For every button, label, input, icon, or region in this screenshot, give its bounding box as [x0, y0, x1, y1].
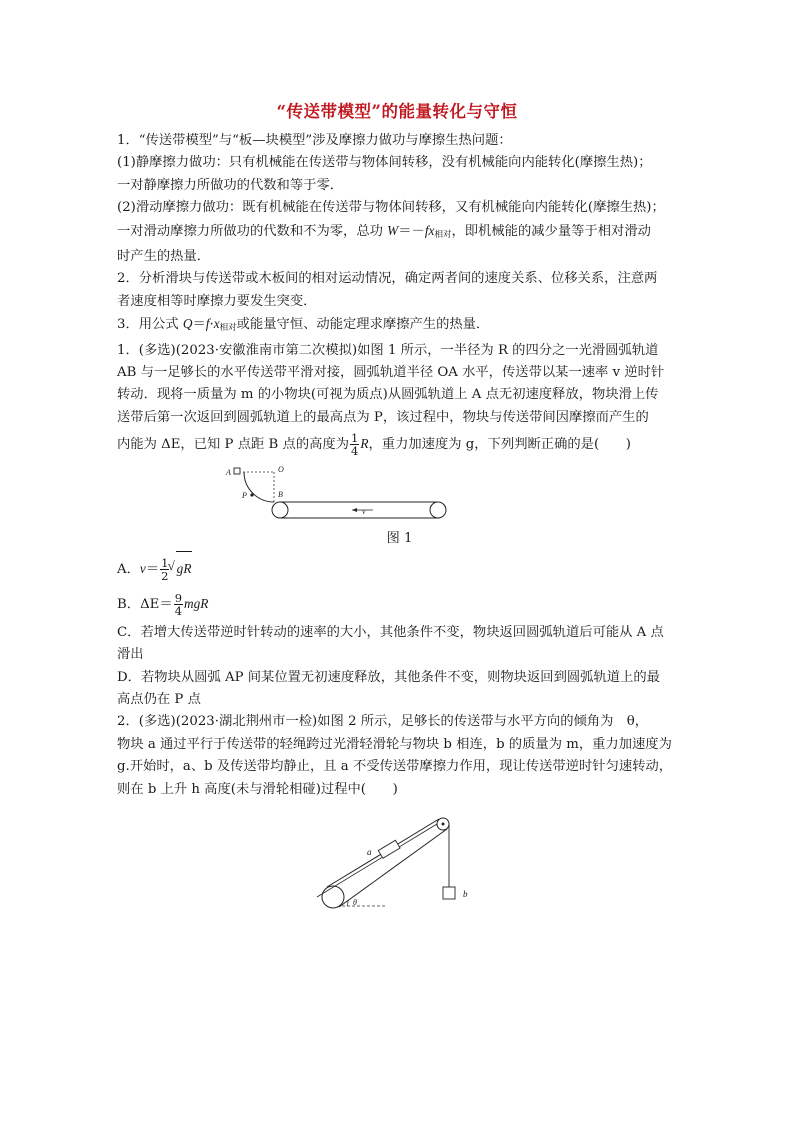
formula-x: x — [213, 316, 220, 332]
q1-line-5 — [117, 429, 682, 460]
left-roller — [272, 502, 288, 518]
text-run: ，重力加速度为 g，下列判断正确的是( ) — [368, 437, 631, 453]
formula-dot: · — [209, 317, 214, 333]
symbol-v: v — [139, 560, 146, 576]
label-theta: θ — [353, 897, 357, 907]
point-2-line-1: 2．分析滑块与传送带或木板间的相对运动情况，确定两者间的速度关系、位移关系，注意两 — [117, 271, 658, 287]
label-a: a — [367, 846, 372, 857]
figure-1-caption: 图 1 — [386, 531, 413, 547]
sqrt-gR: √ gR — [176, 551, 193, 586]
fraction-denominator: 4 — [174, 603, 183, 618]
block-icon — [234, 468, 240, 474]
text-run: 或能量守恒、动能定理求摩擦产生的热量． — [236, 317, 490, 333]
q1-line-1: 1．(多选)(2023·安徽淮南市第二次模拟)如图 1 所示，一半径为 R 的四分之一光滑圆弧轨道 — [117, 342, 659, 358]
belt-lower-edge — [339, 829, 447, 907]
point-1b-line-3: 时产生的热量． — [117, 249, 211, 265]
right-roller — [430, 502, 446, 518]
formula-Q: Q — [182, 316, 193, 332]
label-O: O — [278, 466, 284, 475]
fraction-nine-quarters — [174, 592, 183, 617]
label-P: P — [242, 491, 247, 501]
formula-mgR: mgR — [184, 595, 209, 611]
option-d-line-2: 高点仍在 P 点 — [117, 691, 201, 707]
q1-line-4: 送带后第一次返回到圆弧轨道上的最高点为 P，该过程中，物块与传送带间因摩擦而产生的 — [117, 409, 649, 425]
figure-2-diagram — [207, 809, 527, 919]
formula-fx: fx — [424, 222, 435, 238]
formula-subscript: 相对 — [434, 229, 452, 240]
pulley-axle — [442, 822, 445, 825]
option-c-line-1: C．若增大传送带逆时针转动的速率的大小，其他条件不变，物块返回圆弧轨道后可能从 A 点 — [117, 624, 664, 640]
arc-track — [244, 472, 274, 502]
fraction-one-quarter — [350, 432, 359, 457]
q2-line-1: 2．(多选)(2023·湖北荆州市一检)如图 2 所示，足够长的传送带与水平方向的倾角为 θ， — [117, 714, 648, 730]
figure-1-diagram — [215, 466, 455, 528]
q1-line-3: 转动．现将一质量为 m 的小物块(可视为质点)从圆弧轨道上 A 点无初速度释放，物块滑上传 — [117, 387, 659, 403]
point-p-dot — [250, 494, 253, 497]
formula-f: f — [205, 316, 210, 332]
text-run: 3．用公式 — [117, 317, 183, 333]
option-b-prefix: B．ΔE＝ — [117, 596, 173, 612]
content-body — [117, 130, 682, 919]
block-b — [443, 887, 455, 899]
formula-W: W — [387, 222, 399, 238]
q1-line-2: AB 与一足够长的水平传送带平滑对接，圆弧轨道半径 OA 水平，传送带以某一速率 v 逆时针 — [117, 365, 665, 381]
point-2-line-2: 者速度相等时摩擦力要发生突变． — [117, 293, 317, 309]
rope-to-a — [317, 824, 437, 897]
velocity-arrowhead-icon — [352, 508, 357, 512]
option-b — [117, 587, 682, 622]
option-c-line-2: 滑出 — [117, 647, 144, 663]
text-run: ，即机械能的减少量等于相对滑动 — [451, 223, 651, 239]
q2-line-4: 则在 b 上升 h 高度(未与滑轮相碰)过程中( ) — [117, 781, 398, 797]
fraction-denominator: 2 — [161, 568, 169, 583]
label-A: A — [226, 468, 231, 478]
point-1b-line-2 — [117, 220, 682, 246]
point-1: 1．“传送带模型”与“板—块模型”涉及摩擦力做功与摩擦生热问题： — [117, 133, 512, 148]
point-3 — [117, 313, 682, 339]
option-a — [117, 551, 682, 587]
formula-eq: ＝ — [145, 561, 160, 577]
fraction-numerator: 1 — [351, 431, 359, 446]
bottom-pulley — [322, 886, 344, 908]
point-1b-line-1: (2)滑动摩擦力做功：既有机械能在传送带与物体间转移，又有机械能向内能转化(摩擦生热)； — [117, 200, 665, 216]
block-a — [378, 840, 400, 858]
point-1a-line-2: 一对静摩擦力所做功的代数和等于零． — [117, 177, 344, 193]
fraction-denominator: 4 — [351, 444, 359, 459]
label-B: B — [278, 490, 283, 500]
q2-line-3: g.开始时，a、b 及传送带均静止，且 a 不受传送带摩擦力作用，现让传送带逆时针匀速转动， — [117, 759, 673, 775]
formula-subscript: 相对 — [219, 323, 237, 334]
label-v: v — [362, 507, 366, 517]
formula-eq: ＝ — [192, 317, 206, 333]
page-title: “传送带模型”的能量转化与守恒 — [276, 102, 518, 121]
block-a-rect — [378, 840, 400, 858]
formula-eq: ＝－ — [398, 223, 425, 239]
text-run: 内能为 ΔE，已知 P 点距 B 点的高度为 — [117, 437, 350, 453]
point-1a-line-1: (1)静摩擦力做功：只有机械能在传送带与物体间转移，没有机械能向内能转化(摩擦生热)； — [117, 155, 652, 171]
label-b: b — [463, 888, 468, 899]
fraction-numerator: 1 — [161, 555, 169, 570]
option-d-line-1: D．若物块从圆弧 AP 间某位置无初速度释放，其他条件不变，则物块返回到圆弧轨道上的最 — [117, 669, 660, 685]
symbol-R: R — [360, 436, 369, 452]
text-run: 一对滑动摩擦力所做功的代数和不为零，总功 — [117, 223, 388, 239]
fraction-numerator: 9 — [174, 590, 183, 605]
q2-line-2: 物块 a 通过平行于传送带的轻绳跨过光滑轻滑轮与物块 b 相连，b 的质量为 m，重力加速度为 — [117, 736, 672, 752]
option-a-prefix: A． — [117, 561, 140, 577]
